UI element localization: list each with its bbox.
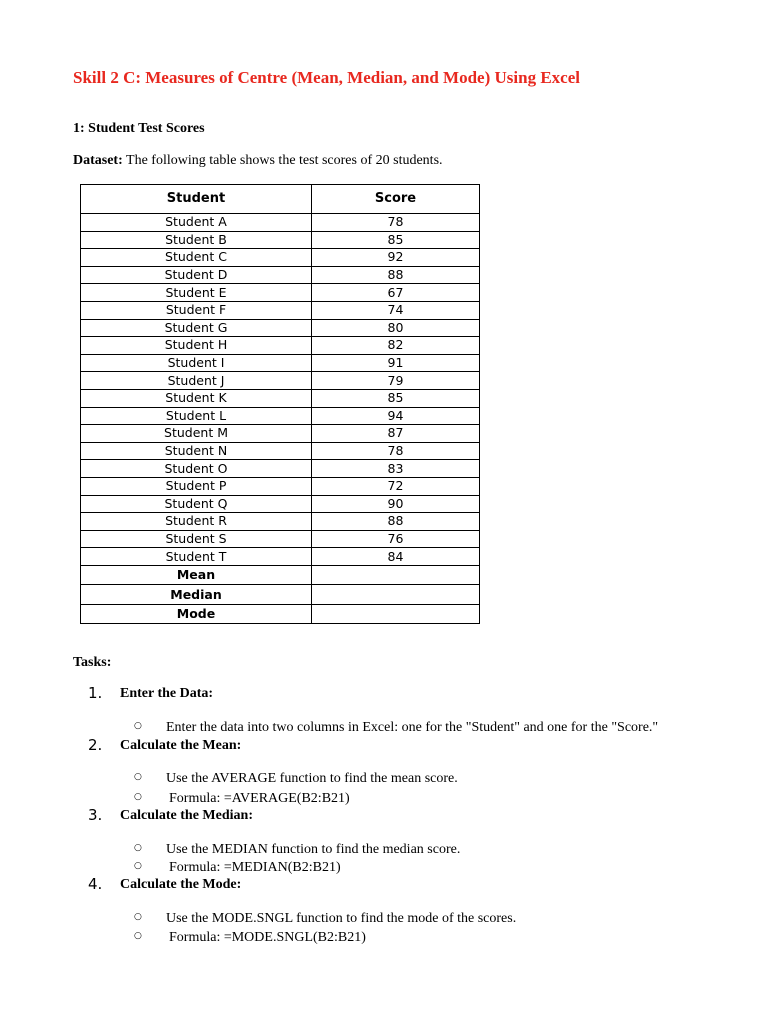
score-cell: 76 — [312, 530, 480, 548]
summary-row — [81, 604, 480, 624]
table-row — [81, 266, 480, 284]
table-row — [81, 407, 480, 425]
dataset-label: Dataset: — [73, 153, 123, 168]
table-row — [81, 249, 480, 267]
table-row — [81, 495, 480, 513]
task-bullet-text: Formula: =MEDIAN(B2:B21) — [169, 860, 341, 875]
table-row — [81, 442, 480, 460]
student-cell: Student P — [81, 477, 312, 495]
task-number: 3. — [88, 806, 103, 824]
table-row — [81, 548, 480, 566]
student-cell: Student C — [81, 249, 312, 267]
score-cell: 67 — [312, 284, 480, 302]
table-row — [81, 372, 480, 390]
score-cell: 90 — [312, 495, 480, 513]
score-cell: 92 — [312, 249, 480, 267]
score-cell: 88 — [312, 266, 480, 284]
table-row — [81, 301, 480, 319]
table-row — [81, 513, 480, 531]
table-row — [81, 337, 480, 355]
task-bullet-text: Formula: =MODE.SNGL(B2:B21) — [169, 930, 366, 945]
header-score: Score — [312, 185, 480, 214]
table-row — [81, 354, 480, 372]
bullet-circle-icon: ○ — [134, 843, 142, 853]
table-row — [81, 530, 480, 548]
section-heading: 1: Student Test Scores — [73, 121, 205, 136]
task-bullet-text: Use the MEDIAN function to find the median score. — [166, 842, 461, 857]
student-cell: Student D — [81, 266, 312, 284]
bullet-circle-icon: ○ — [134, 792, 142, 802]
bullet-circle-icon: ○ — [134, 931, 142, 941]
student-cell: Student O — [81, 460, 312, 478]
header-student: Student — [81, 185, 312, 214]
student-cell: Student K — [81, 389, 312, 407]
table-row — [81, 389, 480, 407]
student-cell: Student I — [81, 354, 312, 372]
table-row — [81, 214, 480, 232]
bullet-circle-icon: ○ — [134, 721, 142, 731]
student-cell: Student S — [81, 530, 312, 548]
task-title: Enter the Data: — [120, 686, 214, 701]
table-row — [81, 460, 480, 478]
score-cell: 94 — [312, 407, 480, 425]
student-cell: Student L — [81, 407, 312, 425]
summary-row — [81, 565, 480, 585]
summary-label-cell: Mean — [81, 565, 312, 585]
bullet-circle-icon: ○ — [134, 861, 142, 871]
task-title: Calculate the Median: — [120, 808, 253, 823]
dataset-text: The following table shows the test scores of 20 students. — [122, 153, 443, 168]
task-bullet-text: Use the MODE.SNGL function to find the mode of the scores. — [166, 911, 517, 926]
score-cell: 79 — [312, 372, 480, 390]
score-cell: 72 — [312, 477, 480, 495]
task-title: Calculate the Mode: — [120, 877, 242, 892]
score-cell: 82 — [312, 337, 480, 355]
student-cell: Student Q — [81, 495, 312, 513]
task-bullet-text: Use the AVERAGE function to find the mean score. — [166, 771, 458, 786]
score-cell: 78 — [312, 442, 480, 460]
student-cell: Student J — [81, 372, 312, 390]
score-cell: 74 — [312, 301, 480, 319]
summary-label-cell: Median — [81, 585, 312, 605]
score-cell: 88 — [312, 513, 480, 531]
table-row — [81, 425, 480, 443]
score-cell: 87 — [312, 425, 480, 443]
task-number: 2. — [88, 736, 103, 754]
student-cell: Student G — [81, 319, 312, 337]
student-cell: Student T — [81, 548, 312, 566]
score-cell: 84 — [312, 548, 480, 566]
task-bullet-text: Formula: =AVERAGE(B2:B21) — [169, 791, 350, 806]
bullet-circle-icon: ○ — [134, 772, 142, 782]
student-cell: Student M — [81, 425, 312, 443]
dataset-description — [73, 153, 443, 169]
student-cell: Student A — [81, 214, 312, 232]
task-number: 4. — [88, 875, 103, 893]
summary-label-cell: Mode — [81, 604, 312, 624]
summary-value-cell — [312, 585, 480, 605]
student-cell: Student E — [81, 284, 312, 302]
student-cell: Student H — [81, 337, 312, 355]
table-row — [81, 477, 480, 495]
table-row — [81, 284, 480, 302]
document-title: Skill 2 C: Measures of Centre (Mean, Median, and Mode) Using Excel — [73, 68, 580, 87]
task-number: 1. — [88, 684, 103, 702]
score-cell: 85 — [312, 389, 480, 407]
table-row — [81, 231, 480, 249]
scores-table — [80, 184, 480, 624]
summary-value-cell — [312, 604, 480, 624]
score-cell: 83 — [312, 460, 480, 478]
summary-value-cell — [312, 565, 480, 585]
score-cell: 85 — [312, 231, 480, 249]
table-body — [81, 214, 480, 624]
table-row — [81, 319, 480, 337]
task-title: Calculate the Mean: — [120, 738, 242, 753]
score-cell: 80 — [312, 319, 480, 337]
score-cell: 78 — [312, 214, 480, 232]
student-cell: Student R — [81, 513, 312, 531]
tasks-heading: Tasks: — [73, 655, 112, 670]
student-cell: Student N — [81, 442, 312, 460]
student-cell: Student B — [81, 231, 312, 249]
bullet-circle-icon: ○ — [134, 912, 142, 922]
table-header-row — [81, 185, 480, 214]
score-cell: 91 — [312, 354, 480, 372]
summary-row — [81, 585, 480, 605]
student-cell: Student F — [81, 301, 312, 319]
task-bullet-text: Enter the data into two columns in Excel: one for the "Student" and one for the "Score." — [166, 720, 659, 735]
